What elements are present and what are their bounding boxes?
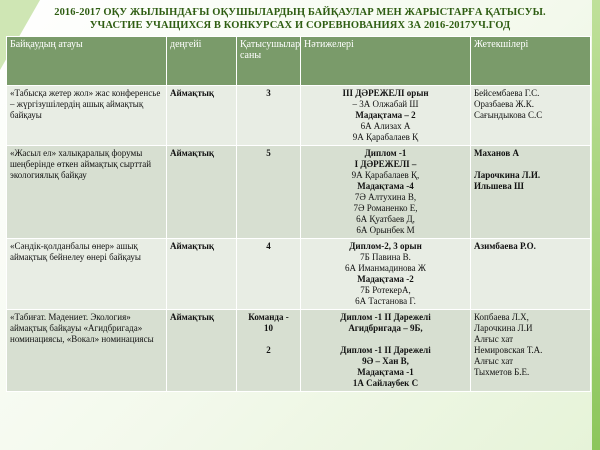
- cell-line: Мадақтама -2: [357, 274, 414, 284]
- cell-leaders: [471, 310, 591, 392]
- cell-line: 6А Ализах А: [360, 121, 411, 131]
- cell-line: Алғыс хат: [474, 356, 514, 366]
- cell-line: [474, 159, 587, 170]
- cell-line: 9Ә – Хан В,: [362, 356, 409, 366]
- right-edge-decoration: [592, 0, 600, 450]
- cell-level: Аймақтық: [167, 310, 237, 392]
- cell-results: [301, 86, 471, 146]
- cell-line: [240, 334, 297, 345]
- cell-line: Мадақтама -4: [357, 181, 414, 191]
- table-row: [7, 146, 591, 239]
- cell-line: Ларочкина Л.И.: [474, 170, 541, 180]
- cell-line: 2: [266, 345, 271, 355]
- cell-line: 10: [264, 323, 273, 333]
- table-header-row: [7, 37, 591, 86]
- cell-level: Аймақтық: [167, 239, 237, 310]
- header-count: Қатысушылар саны: [237, 37, 301, 86]
- cell-line: 7Ә Романенко Е,: [353, 203, 418, 213]
- header-leaders: Жетекшілері: [471, 37, 591, 86]
- cell-line: Диплом-2, 3 орын: [349, 241, 422, 251]
- cell-name: «Табиғат. Мәдениет. Экология» аймақтық байқауы «Агидбригада» номинациясы, «Вокал» номинациясы: [7, 310, 167, 392]
- table-row: [7, 310, 591, 392]
- cell-line: 6А Иманмадинова Ж: [345, 263, 426, 273]
- table-row: [7, 239, 591, 310]
- cell-line: Мадақтама – 2: [355, 110, 416, 120]
- cell-level: Аймақтық: [167, 86, 237, 146]
- cell-line: Ларочкина Л.И: [474, 323, 533, 333]
- cell-leaders: [471, 239, 591, 310]
- cell-line: Мадақтама -1: [357, 367, 414, 377]
- cell-count: 5: [237, 146, 301, 239]
- cell-line: Азимбаева Р.О.: [474, 241, 536, 251]
- cell-line: 7Б РотекерА,: [360, 285, 411, 295]
- cell-line: Немировская Т.А.: [474, 345, 543, 355]
- cell-line: III ДӘРЕЖЕЛІ орын: [342, 88, 429, 98]
- cell-results: [301, 239, 471, 310]
- cell-line: Диплом -1 II Дәрежелі: [340, 345, 431, 355]
- cell-line: Оразбаева Ж.К.: [474, 99, 535, 109]
- title-line-ru: УЧАСТИЕ УЧАЩИХСЯ В КОНКУРСАХ И СОРЕВНОВАНИЯХ ЗА 2016-2017УЧ.ГОД: [89, 20, 511, 31]
- header-level: деңгейі: [167, 37, 237, 86]
- cell-name: «Жасыл ел» халықаралық форумы шеңберінде өткен аймақтық сырттай экологиялық байқау: [7, 146, 167, 239]
- table-row: [7, 86, 591, 146]
- cell-line: 6А Тастанова Г.: [355, 296, 416, 306]
- cell-line: Маханов А: [474, 148, 519, 158]
- table-body: [7, 86, 591, 392]
- cell-line: 6А Орынбек М: [356, 225, 415, 235]
- cell-count: 3: [237, 86, 301, 146]
- cell-results: [301, 310, 471, 392]
- cell-line: Алғыс хат: [474, 334, 514, 344]
- cell-line: Бейсембаева Г.С.: [474, 88, 540, 98]
- cell-count: 4: [237, 239, 301, 310]
- cell-line: Агидбригада – 9Б,: [348, 323, 423, 333]
- cell-line: Диплом -1 II Дәрежелі: [340, 312, 431, 322]
- cell-line: 7Б Павина В.: [360, 252, 411, 262]
- cell-line: 6А Қуатбаев Д,: [356, 214, 415, 224]
- page-title: [20, 6, 580, 32]
- cell-line: 9А Қарабалаев Қ,: [351, 170, 420, 180]
- cell-level: Аймақтық: [167, 146, 237, 239]
- cell-line: – 3А Олжабай Ш: [352, 99, 419, 109]
- cell-count: [237, 310, 301, 392]
- cell-line: I ДӘРЕЖЕЛІ –: [354, 159, 417, 169]
- cell-line: [304, 334, 467, 345]
- competitions-table: [6, 36, 591, 392]
- cell-line: Ильшева Ш: [474, 181, 524, 191]
- cell-line: Сағындыкова С.С: [474, 110, 543, 120]
- header-results: Нәтижелері: [301, 37, 471, 86]
- cell-leaders: [471, 86, 591, 146]
- cell-line: 9А Қарабалаев Қ: [352, 132, 419, 142]
- cell-results: [301, 146, 471, 239]
- cell-name: «Табысқа жетер жол» жас конференсье – жүргізушілердің ашық аймақтық байқауы: [7, 86, 167, 146]
- cell-line: 7Ә Алтухина В,: [354, 192, 417, 202]
- cell-line: 1А Сайлаубек С: [352, 378, 419, 388]
- title-line-kz: 2016-2017 ОҚУ ЖЫЛЫНДАҒЫ ОҚУШЫЛАРДЫҢ БАЙҚАУЛАР МЕН ЖАРЫСТАРҒА ҚАТЫСУЫ.: [54, 7, 546, 18]
- cell-name: «Сәндік-қолданбалы өнер» ашық аймақтық бейнелеу өнері байқауы: [7, 239, 167, 310]
- cell-line: Команда -: [248, 312, 289, 322]
- cell-leaders: [471, 146, 591, 239]
- header-name: Байқаудың атауы: [7, 37, 167, 86]
- cell-line: Тыхметов Б.Е.: [474, 367, 530, 377]
- cell-line: Копбаева Л.Х,: [474, 312, 529, 322]
- cell-line: Диплом -1: [364, 148, 407, 158]
